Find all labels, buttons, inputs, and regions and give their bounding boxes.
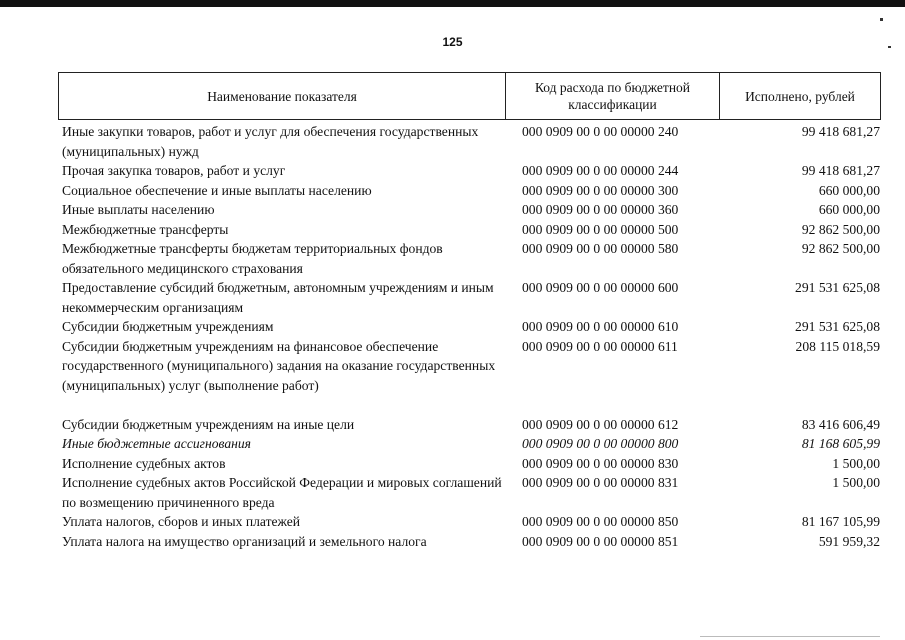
row-code: 000 0909 00 0 00 00000 610 bbox=[522, 319, 679, 334]
table-row bbox=[62, 337, 880, 396]
table-row bbox=[62, 161, 880, 181]
row-code: 000 0909 00 0 00 00000 580 bbox=[522, 241, 679, 256]
row-code: 000 0909 00 0 00 00000 611 bbox=[522, 338, 678, 354]
row-name: Межбюджетные трансферты бюджетам территориальных фондов обязательного медицинского страхования bbox=[62, 241, 443, 276]
row-value: 291 531 625,08 bbox=[795, 319, 880, 334]
table-header bbox=[58, 72, 881, 120]
table-row bbox=[62, 532, 880, 552]
row-value: 291 531 625,08 bbox=[795, 280, 880, 295]
table-row bbox=[62, 122, 880, 161]
table-row bbox=[62, 239, 880, 278]
row-name: Предоставление субсидий бюджетным, автономным учреждениям и иным некоммерческим организациям bbox=[62, 280, 494, 315]
row-name: Субсидии бюджетным учреждениям bbox=[62, 319, 274, 334]
row-name: Прочая закупка товаров, работ и услуг bbox=[62, 163, 286, 178]
row-code: 000 0909 00 0 00 00000 851 bbox=[522, 533, 679, 549]
table-row bbox=[62, 181, 880, 201]
row-value: 660 000,00 bbox=[818, 202, 880, 217]
table-row bbox=[62, 473, 880, 512]
row-value: 99 418 681,27 bbox=[801, 124, 880, 139]
row-code: 000 0909 00 0 00 00000 800 bbox=[522, 436, 679, 451]
row-value: 208 115 018,59 bbox=[795, 338, 880, 354]
table-row bbox=[62, 434, 880, 454]
column-header-code: Код расхода по бюджетной классификации bbox=[506, 73, 720, 119]
table-row bbox=[62, 512, 880, 532]
row-value: 1 500,00 bbox=[832, 455, 880, 471]
row-name: Иные выплаты населению bbox=[62, 202, 215, 217]
table-row bbox=[62, 220, 880, 240]
row-code: 000 0909 00 0 00 00000 600 bbox=[522, 280, 679, 295]
table-row bbox=[62, 415, 880, 435]
row-value: 92 862 500,00 bbox=[801, 221, 880, 237]
table-body bbox=[62, 122, 880, 551]
row-name: Межбюджетные трансферты bbox=[62, 221, 229, 237]
row-code: 000 0909 00 0 00 00000 612 bbox=[522, 416, 679, 432]
row-code: 000 0909 00 0 00 00000 360 bbox=[522, 202, 679, 217]
row-code: 000 0909 00 0 00 00000 300 bbox=[522, 182, 679, 198]
table-row bbox=[62, 317, 880, 337]
row-value: 83 416 606,49 bbox=[801, 416, 880, 432]
row-code: 000 0909 00 0 00 00000 240 bbox=[522, 124, 679, 139]
row-name: Субсидии бюджетным учреждениям на финансовое обеспечение государственного (муниципального) задания на оказание государственных (муниципальных) услуг (выполнение работ) bbox=[62, 338, 496, 393]
row-code: 000 0909 00 0 00 00000 850 bbox=[522, 514, 679, 529]
table-row bbox=[62, 454, 880, 474]
scan-top-border bbox=[0, 0, 905, 7]
row-value: 92 862 500,00 bbox=[801, 241, 880, 256]
row-name: Субсидии бюджетным учреждениям на иные цели bbox=[62, 416, 355, 432]
row-name: Уплата налогов, сборов и иных платежей bbox=[62, 514, 301, 529]
page-number: 125 bbox=[442, 35, 463, 49]
row-value: 1 500,00 bbox=[832, 475, 880, 490]
row-code: 000 0909 00 0 00 00000 500 bbox=[522, 221, 679, 237]
row-name: Иные бюджетные ассигнования bbox=[62, 436, 251, 451]
table-row bbox=[62, 278, 880, 317]
row-value: 591 959,32 bbox=[818, 533, 880, 549]
row-value: 81 167 105,99 bbox=[801, 514, 880, 529]
row-name: Иные закупки товаров, работ и услуг для обеспечения государственных (муниципальных) нужд bbox=[62, 124, 479, 159]
row-code: 000 0909 00 0 00 00000 830 bbox=[522, 455, 679, 471]
table-row bbox=[62, 200, 880, 220]
row-spacer bbox=[62, 395, 880, 415]
row-code: 000 0909 00 0 00 00000 831 bbox=[522, 475, 679, 490]
row-value: 660 000,00 bbox=[818, 182, 880, 198]
column-header-executed: Исполнено, рублей bbox=[745, 88, 855, 104]
row-name: Исполнение судебных актов bbox=[62, 455, 226, 471]
row-value: 81 168 605,99 bbox=[801, 436, 880, 451]
scan-edge-line bbox=[700, 636, 880, 637]
row-code: 000 0909 00 0 00 00000 244 bbox=[522, 163, 679, 178]
scan-speck bbox=[880, 18, 883, 21]
row-name: Социальное обеспечение и иные выплаты населению bbox=[62, 182, 372, 198]
column-header-name: Наименование показателя bbox=[59, 73, 506, 119]
row-value: 99 418 681,27 bbox=[801, 163, 880, 178]
row-name: Исполнение судебных актов Российской Федерации и мировых соглашений по возмещению причиненного вреда bbox=[62, 475, 502, 510]
row-name: Уплата налога на имущество организаций и земельного налога bbox=[62, 533, 427, 549]
